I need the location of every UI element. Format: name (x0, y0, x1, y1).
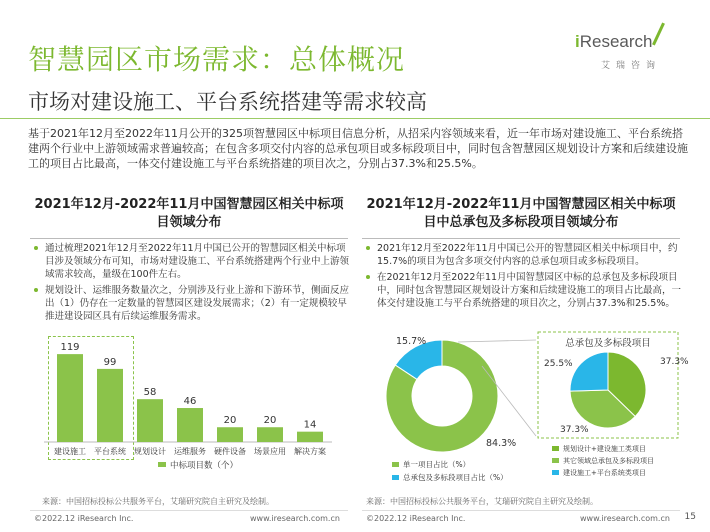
left-bullets (34, 242, 352, 326)
title-divider (0, 118, 710, 119)
bar-value-label: 20 (263, 415, 277, 427)
iresearch-logo (575, 32, 685, 82)
x-tick-label: 运维服务 (174, 447, 206, 456)
legend-swatch (392, 475, 399, 480)
bar (57, 354, 83, 442)
right-bullets (366, 242, 684, 313)
legend-label: 建设施工+平台系统类项目 (563, 469, 646, 477)
bar-value-label: 99 (103, 356, 117, 368)
left-panel-divider (30, 238, 348, 239)
pie-title: 总承包及多标段项目 (565, 338, 651, 349)
footer-divider-right (362, 510, 680, 511)
bullet-item: 规划设计、运维服务数量次之，分别涉及行业上游和下游环节，侧面反应出（1）仍存在一定数量的智慧园区建设发展需求；（2）有一定规模较早推进建设园区具有后续运维服务需求。 (34, 284, 352, 323)
bullet-item: 通过梳理2021年12月至2022年11月中国已公开的智慧园区相关中标项目涉及领域分布可知，市场对建设施工、平台系统搭建两个行业中上游领域需求较高，量级在100件左右。 (34, 242, 352, 281)
donut-value-label: 15.7% (396, 336, 427, 347)
footer-copyright-right: ©2022.12 iResearch Inc. (366, 514, 466, 523)
bar-value-label: 119 (60, 342, 80, 354)
pie-slice (570, 352, 608, 391)
logo-word: iResearch (575, 32, 653, 51)
bar (177, 408, 203, 442)
left-source-note: 来源：中国招标投标公共服务平台，艾瑞研究院自主研究及绘制。 (42, 497, 274, 506)
legend-label: 单一项目占比（%） (403, 460, 471, 469)
pie-value-label: 25.5% (544, 359, 573, 369)
bar (217, 427, 243, 442)
intro-paragraph: 基于2021年12月至2022年11月公开的325项智慧园区中标项目信息分析，从招采内容领域来看，近一年市场对建设施工、平台系统搭建两个行业中上游领域需求普遍较高；在包含多项交付内容的总承包项目或多标段项目中，同时包含智慧园区规划设计方案和后续建设施工的项目占比最高，一体交付建设施工与平台系统搭建的项目次之，分别占37.3%和25.5%。 (28, 127, 688, 170)
bar-value-label: 14 (303, 419, 317, 431)
bar-value-label: 46 (183, 396, 197, 408)
legend-swatch (158, 462, 166, 467)
pie-value-label: 37.3% (660, 357, 689, 367)
x-tick-label: 解决方案 (294, 447, 326, 456)
pie-charts (366, 326, 689, 496)
left-panel-heading: 2021年12月-2022年11月中国智慧园区相关中标项目领域分布 (34, 197, 344, 230)
legend-swatch (392, 462, 399, 467)
right-source-note: 来源：中国招标投标公共服务平台，艾瑞研究院自主研究及绘制。 (366, 497, 598, 506)
footer-url-left: www.iresearch.com.cn (250, 514, 340, 523)
bullet-item: 2021年12月至2022年11月中国已公开的智慧园区相关中标项目中，约15.7%的项目为包含多项交付内容的总承包项目或多标段项目。 (366, 242, 684, 268)
right-panel-divider (362, 238, 680, 239)
right-panel-heading: 2021年12月-2022年11月中国智慧园区相关中标项目中总承包及多标段项目领域分布 (366, 197, 676, 230)
footer-divider-left (30, 510, 348, 511)
x-tick-label: 硬件设备 (214, 447, 246, 456)
bar-value-label: 20 (223, 415, 237, 427)
bar (297, 432, 323, 442)
logo-cn: 艾瑞咨询 (601, 61, 662, 71)
footer-copyright-left: ©2022.12 iResearch Inc. (34, 514, 134, 523)
pie-value-label: 37.3% (560, 425, 589, 435)
page-number: 15 (684, 512, 696, 522)
x-tick-label: 建设施工 (54, 447, 86, 456)
bar (257, 427, 283, 442)
donut-value-label: 84.3% (486, 438, 517, 449)
x-tick-label: 规划设计 (134, 447, 166, 456)
legend-label: 中标项目数（个） (170, 461, 239, 471)
legend-swatch (552, 458, 559, 463)
bar (97, 369, 123, 442)
legend-label: 规划设计+建设施工类项目 (563, 445, 646, 453)
bar-chart (40, 330, 340, 480)
x-tick-label: 场景应用 (254, 447, 286, 456)
bar-value-label: 58 (143, 387, 157, 399)
legend-swatch (552, 446, 559, 451)
legend-label: 总承包及多标段项目占比（%） (403, 473, 508, 482)
page-title: 智慧园区市场需求：总体概况 (28, 43, 406, 76)
bar (137, 399, 163, 442)
footer-url-right: www.iresearch.com.cn (580, 514, 670, 523)
legend-swatch (552, 470, 559, 475)
x-tick-label: 平台系统 (94, 447, 126, 456)
bullet-item: 在2021年12月至2022年11月中国智慧园区中标的总承包及多标段项目中，同时包含智慧园区规划设计方案和后续建设施工的项目占比最高，一体交付建设施工与平台系统搭建的项目次之，分别占37.3%和25.5%。 (366, 271, 684, 310)
logo-slash-icon (652, 22, 665, 45)
connector-line (458, 340, 536, 342)
page-subtitle: 市场对建设施工、平台系统搭建等需求较高 (28, 90, 427, 114)
legend-label: 其它领域总承包及多标段项目 (563, 457, 654, 465)
